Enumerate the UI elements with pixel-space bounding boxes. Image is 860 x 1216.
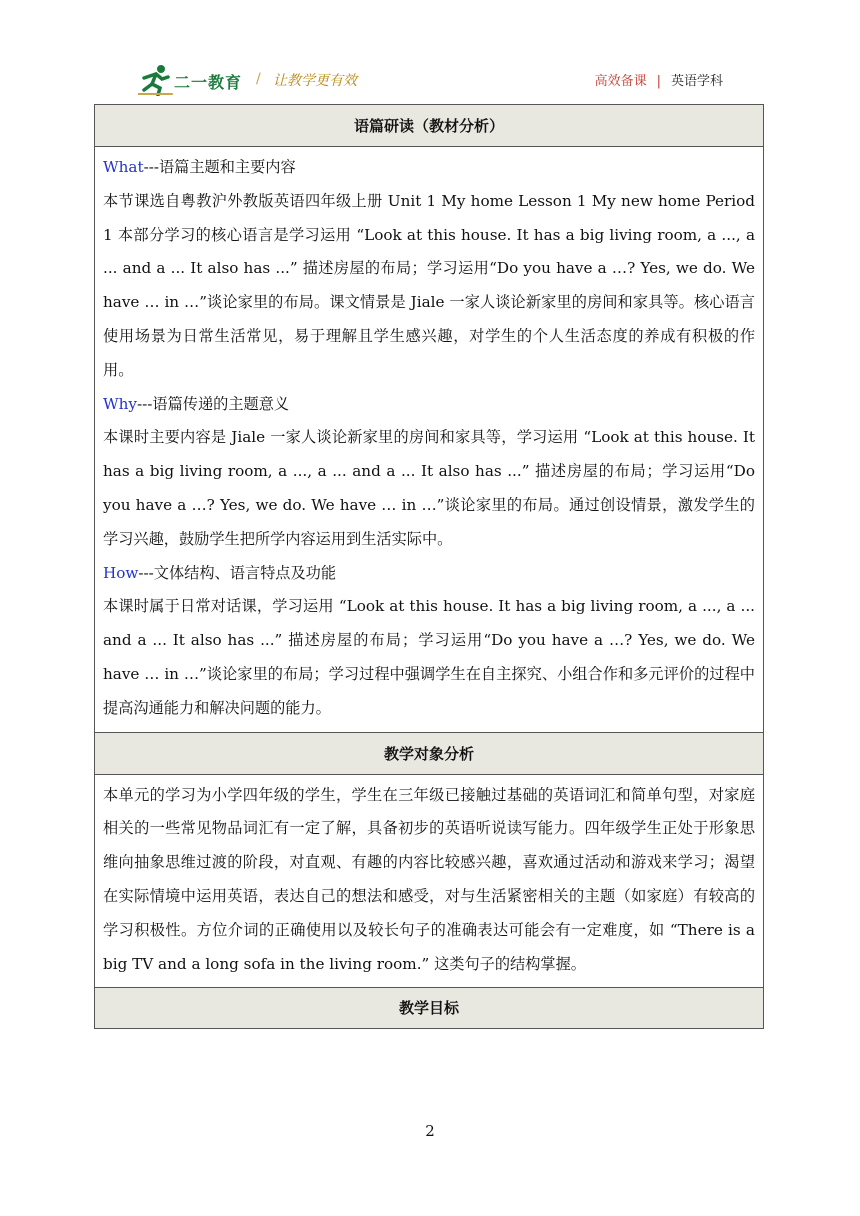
header-separator: | <box>656 74 661 89</box>
section-heading: 教学对象分析 <box>95 733 763 775</box>
logo <box>138 64 246 96</box>
section-subheading <box>103 388 755 422</box>
logo-text: 二一教育 <box>174 73 243 92</box>
section-heading: 语篇研读（教材分析） <box>95 105 763 147</box>
paragraph: 本课时属于日常对话课，学习运用 “Look at this house. It has a big living room, a ..., a ... and a ... It also has ...” 描述房屋的布局；学习运用“Do you have a …? Yes, we do. We have … in …”谈论家里的布局；学习过程中强调学生在自主探究、小组合作和多元评价的过程中提高沟通能力和解决问题的能力。 <box>103 597 755 717</box>
subheading-rest: ---语篇传递的主题意义 <box>136 394 290 413</box>
lesson-table <box>94 104 764 1029</box>
subheading-rest: ---文体结构、语言特点及功能 <box>138 563 337 582</box>
section-heading: 教学目标 <box>95 988 763 1028</box>
section-body <box>95 147 763 733</box>
page-header <box>0 0 860 100</box>
subheading-label: What <box>103 158 144 176</box>
paragraph: 本课时主要内容是 Jiale 一家人谈论新家里的房间和家具等，学习运用 “Look at this house. It has a big living room, a ..., a ... and a ... It also has ...” 描述房屋的布局；学习运用“Do you have a …? Yes, we do. We have … in …”谈论家里的布局。通过创设情景，激发学生的学习兴趣，鼓励学生把所学内容运用到生活实际中。 <box>103 428 755 548</box>
section-subheading <box>103 557 755 591</box>
paragraph: 本单元的学习为小学四年级的学生，学生在三年级已接触过基础的英语词汇和简单句型，对家庭相关的一些常见物品词汇有一定了解，具备初步的英语听说读写能力。四年级学生正处于形象思维向抽象思维过渡的阶段，对直观、有趣的内容比较感兴趣，喜欢通过活动和游戏来学习；渴望在实际情境中运用英语，表达自己的想法和感受，对与生活紧密相关的主题（如家庭）有较高的学习积极性。方位介词的正确使用以及较长句子的准确表达可能会有一定难度，如 “There is a big TV and a long sofa in the living room.” 这类句子的结构掌握。 <box>103 785 755 973</box>
header-right <box>595 70 723 89</box>
slogan-divider: / <box>256 71 261 87</box>
runner-logo-icon <box>138 64 174 96</box>
section-body <box>95 775 763 989</box>
subheading-label: How <box>103 563 139 582</box>
header-label-a: 高效备课 <box>594 74 647 89</box>
subheading-label: Why <box>103 394 137 413</box>
subheading-rest: ---语篇主题和主要内容 <box>143 158 296 176</box>
page-number: 2 <box>425 1122 435 1140</box>
header-label-b: 英语学科 <box>670 74 723 89</box>
slogan: 让教学更有效 <box>273 73 357 89</box>
paragraph: 本节课选自粤教沪外教版英语四年级上册 Unit 1 My home Lesson 1 My new home Period 1 本部分学习的核心语言是学习运用 “Look at this house. It has a big living room, a ..., a ... and a ... It also has ...” 描述房屋的布局；学习运用“Do you have a …? Yes, we do. We have … in …”谈论家里的布局。课文情景是 Jiale 一家人谈论新家里的房间和家具等。核心语言使用场景为日常生活常见，易于理解且学生感兴趣，对学生的个人生活态度的养成有积极的作用。 <box>103 191 755 379</box>
section-subheading <box>103 151 755 185</box>
